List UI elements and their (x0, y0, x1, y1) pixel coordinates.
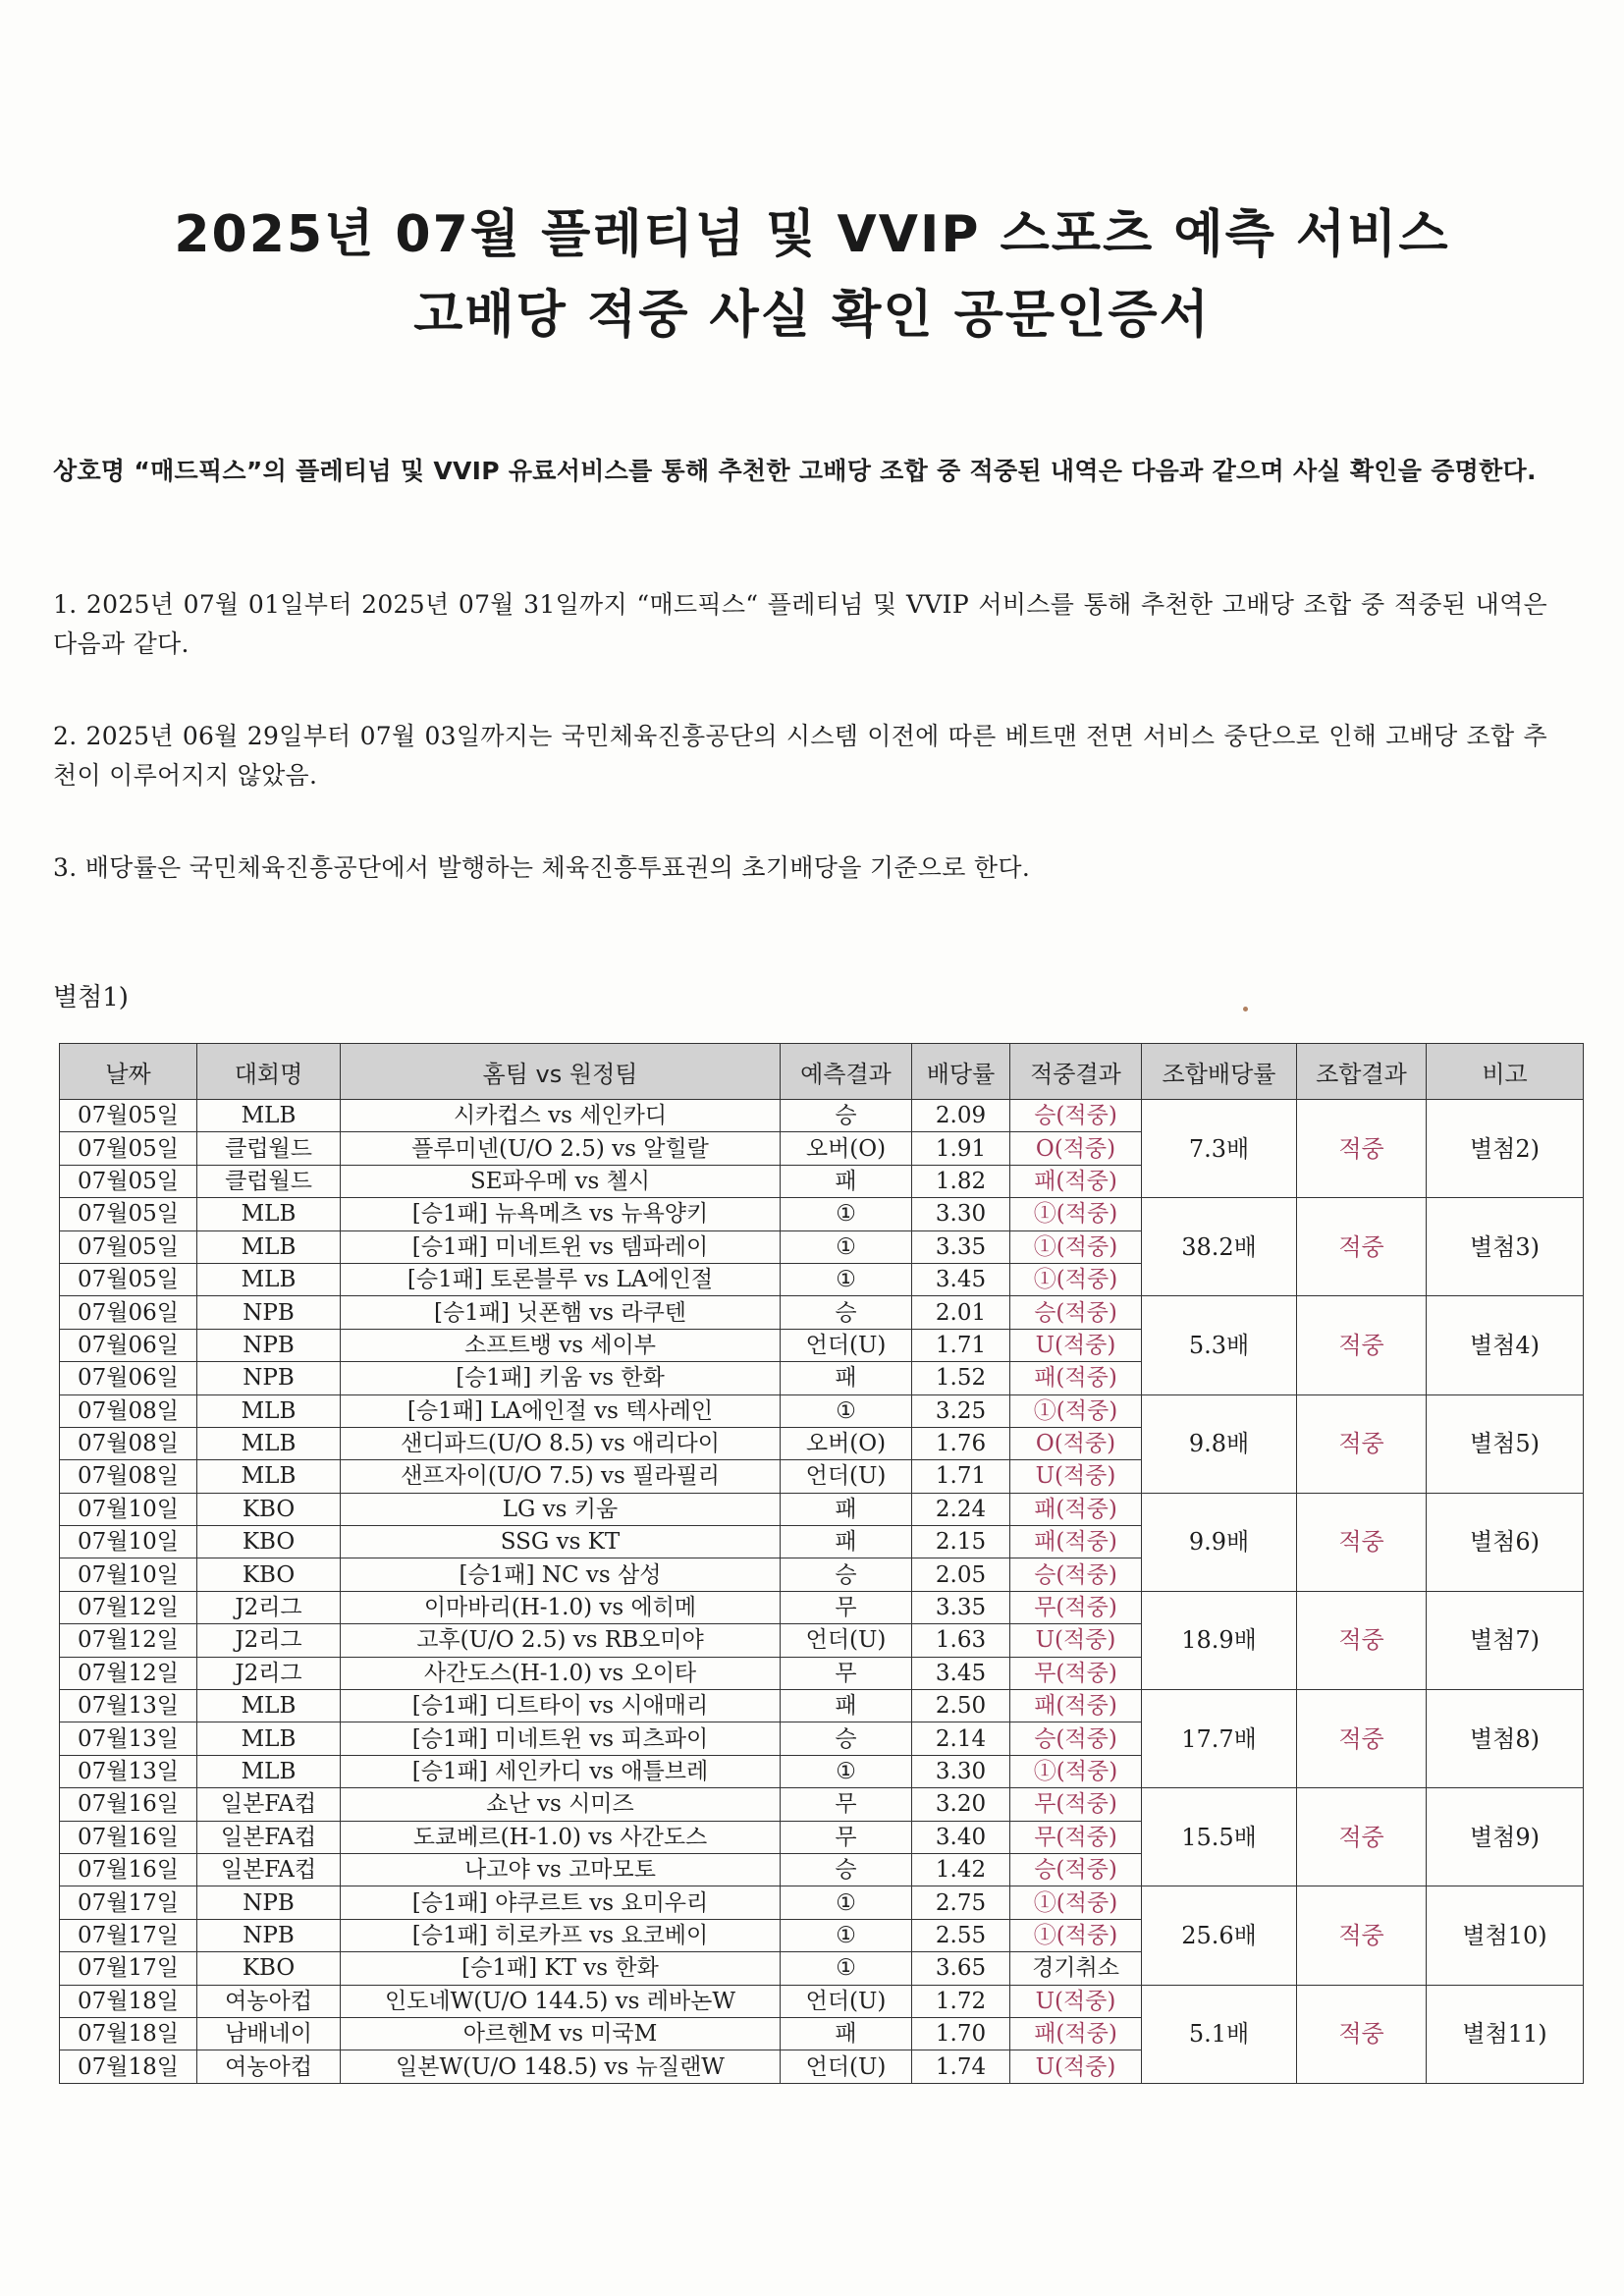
cell-odds: 1.72 (912, 1985, 1010, 2017)
cell-matchup: [승1패] 닛폰햄 vs 라쿠텐 (341, 1296, 781, 1329)
cell-odds: 2.55 (912, 1919, 1010, 1951)
header-prediction: 예측결과 (781, 1044, 912, 1100)
cell-date: 07월16일 (60, 1821, 197, 1853)
table-row (60, 1886, 1584, 1919)
table-row (60, 1198, 1584, 1230)
cell-league: 클럽월드 (197, 1165, 341, 1197)
cell-outcome: ①(적중) (1010, 1755, 1142, 1787)
cell-date: 07월05일 (60, 1165, 197, 1197)
cell-prediction: 패 (781, 2017, 912, 2050)
header-outcome: 적중결과 (1010, 1044, 1142, 1100)
cell-league: NPB (197, 1329, 341, 1361)
cell-league: 여농아컵 (197, 1985, 341, 2017)
cell-outcome: O(적중) (1010, 1132, 1142, 1165)
cell-odds: 1.91 (912, 1132, 1010, 1165)
cell-league: KBO (197, 1558, 341, 1591)
cell-prediction: 무 (781, 1788, 912, 1821)
header-odds: 배당률 (912, 1044, 1010, 1100)
cell-combo-odds: 9.8배 (1142, 1394, 1297, 1493)
cell-outcome: ①(적중) (1010, 1886, 1142, 1919)
cell-odds: 1.63 (912, 1624, 1010, 1657)
cell-outcome: U(적중) (1010, 1460, 1142, 1493)
cell-combo-result: 적중 (1297, 1886, 1427, 1985)
cell-prediction: 무 (781, 1591, 912, 1623)
cell-date: 07월16일 (60, 1853, 197, 1886)
cell-outcome: 승(적중) (1010, 1100, 1142, 1132)
cell-note: 별첨2) (1427, 1100, 1584, 1198)
cell-league: NPB (197, 1296, 341, 1329)
cell-league: 일본FA컵 (197, 1853, 341, 1886)
cell-league: 일본FA컵 (197, 1821, 341, 1853)
cell-matchup: [승1패] 키움 vs 한화 (341, 1362, 781, 1394)
cell-matchup: 샌디파드(U/O 8.5) vs 애리다이 (341, 1427, 781, 1459)
cell-league: MLB (197, 1230, 341, 1263)
cell-date: 07월18일 (60, 1985, 197, 2017)
cell-outcome: 패(적중) (1010, 1526, 1142, 1558)
cell-combo-odds: 7.3배 (1142, 1100, 1297, 1198)
results-table (59, 1043, 1584, 2084)
cell-combo-odds: 5.1배 (1142, 1985, 1297, 2083)
cell-prediction: 패 (781, 1362, 912, 1394)
cell-prediction: ① (781, 1919, 912, 1951)
cell-date: 07월05일 (60, 1132, 197, 1165)
header-combo-odds: 조합배당률 (1142, 1044, 1297, 1100)
cell-date: 07월08일 (60, 1427, 197, 1459)
cell-matchup: [승1패] 미네트윈 vs 피츠파이 (341, 1722, 781, 1755)
cell-date: 07월17일 (60, 1919, 197, 1951)
cell-prediction: 언더(U) (781, 1460, 912, 1493)
cell-matchup: 샌프자이(U/O 7.5) vs 필라필리 (341, 1460, 781, 1493)
cell-outcome: ①(적중) (1010, 1919, 1142, 1951)
cell-prediction: 언더(U) (781, 1624, 912, 1657)
cell-date: 07월08일 (60, 1394, 197, 1427)
cell-outcome: 무(적중) (1010, 1591, 1142, 1623)
cell-matchup: SE파우메 vs 첼시 (341, 1165, 781, 1197)
cell-date: 07월08일 (60, 1460, 197, 1493)
cell-matchup: 쇼난 vs 시미즈 (341, 1788, 781, 1821)
cell-outcome: 무(적중) (1010, 1821, 1142, 1853)
cell-matchup: 시카컵스 vs 세인카디 (341, 1100, 781, 1132)
cell-outcome: 무(적중) (1010, 1788, 1142, 1821)
document-title-line-2: 고배당 적중 사실 확인 공문인증서 (413, 286, 1211, 345)
cell-combo-result: 적중 (1297, 1591, 1427, 1689)
cell-note: 별첨5) (1427, 1394, 1584, 1493)
cell-odds: 3.45 (912, 1657, 1010, 1689)
cell-date: 07월13일 (60, 1690, 197, 1722)
cell-prediction: 무 (781, 1657, 912, 1689)
cell-odds: 3.65 (912, 1952, 1010, 1985)
cell-date: 07월06일 (60, 1362, 197, 1394)
cell-prediction: 패 (781, 1165, 912, 1197)
cell-outcome: O(적중) (1010, 1427, 1142, 1459)
cell-date: 07월12일 (60, 1591, 197, 1623)
cell-league: MLB (197, 1198, 341, 1230)
cell-prediction: 언더(U) (781, 1329, 912, 1361)
cell-matchup: 사간도스(H-1.0) vs 오이타 (341, 1657, 781, 1689)
cell-combo-result: 적중 (1297, 1394, 1427, 1493)
cell-outcome: 패(적중) (1010, 1165, 1142, 1197)
cell-league: MLB (197, 1100, 341, 1132)
table-row (60, 1690, 1584, 1722)
cell-odds: 2.05 (912, 1558, 1010, 1591)
cell-prediction: 패 (781, 1526, 912, 1558)
cell-outcome: 패(적중) (1010, 1493, 1142, 1525)
cell-odds: 1.76 (912, 1427, 1010, 1459)
cell-prediction: 승 (781, 1722, 912, 1755)
cell-odds: 1.70 (912, 2017, 1010, 2050)
cell-prediction: 패 (781, 1493, 912, 1525)
cell-note: 별첨9) (1427, 1788, 1584, 1886)
cell-combo-odds: 15.5배 (1142, 1788, 1297, 1886)
cell-combo-result: 적중 (1297, 1788, 1427, 1886)
cell-league: 여농아컵 (197, 2050, 341, 2083)
cell-outcome: 경기취소 (1010, 1952, 1142, 1985)
cell-matchup: [승1패] 미네트윈 vs 템파레이 (341, 1230, 781, 1263)
cell-league: NPB (197, 1886, 341, 1919)
cell-date: 07월12일 (60, 1624, 197, 1657)
cell-matchup: [승1패] 야쿠르트 vs 요미우리 (341, 1886, 781, 1919)
cell-prediction: 언더(U) (781, 2050, 912, 2083)
cell-prediction: 승 (781, 1558, 912, 1591)
cell-combo-odds: 38.2배 (1142, 1198, 1297, 1296)
cell-date: 07월10일 (60, 1526, 197, 1558)
cell-league: MLB (197, 1263, 341, 1295)
cell-odds: 1.82 (912, 1165, 1010, 1197)
cell-odds: 1.71 (912, 1329, 1010, 1361)
cell-date: 07월05일 (60, 1198, 197, 1230)
cell-odds: 2.14 (912, 1722, 1010, 1755)
cell-odds: 3.35 (912, 1230, 1010, 1263)
cell-note: 별첨7) (1427, 1591, 1584, 1689)
cell-matchup: [승1패] 세인카디 vs 애틀브레 (341, 1755, 781, 1787)
cell-date: 07월10일 (60, 1493, 197, 1525)
cell-odds: 1.71 (912, 1460, 1010, 1493)
cell-matchup: 나고야 vs 고마모토 (341, 1853, 781, 1886)
cell-outcome: ①(적중) (1010, 1263, 1142, 1295)
table-row (60, 1493, 1584, 1525)
cell-prediction: 승 (781, 1100, 912, 1132)
cell-outcome: ①(적중) (1010, 1230, 1142, 1263)
cell-date: 07월13일 (60, 1755, 197, 1787)
cell-odds: 3.30 (912, 1755, 1010, 1787)
cell-combo-odds: 18.9배 (1142, 1591, 1297, 1689)
cell-date: 07월13일 (60, 1722, 197, 1755)
cell-league: MLB (197, 1755, 341, 1787)
cell-odds: 3.40 (912, 1821, 1010, 1853)
cell-league: KBO (197, 1526, 341, 1558)
cell-odds: 3.35 (912, 1591, 1010, 1623)
cell-matchup: [승1패] KT vs 한화 (341, 1952, 781, 1985)
table-header-row (60, 1044, 1584, 1100)
cell-league: KBO (197, 1493, 341, 1525)
cell-odds: 3.25 (912, 1394, 1010, 1427)
cell-date: 07월18일 (60, 2050, 197, 2083)
table-row (60, 1394, 1584, 1427)
cell-date: 07월16일 (60, 1788, 197, 1821)
cell-combo-result: 적중 (1297, 1493, 1427, 1591)
table-row (60, 1985, 1584, 2017)
cell-prediction: ① (781, 1230, 912, 1263)
cell-date: 07월12일 (60, 1657, 197, 1689)
cell-note: 별첨3) (1427, 1198, 1584, 1296)
cell-matchup: LG vs 키움 (341, 1493, 781, 1525)
cell-odds: 2.50 (912, 1690, 1010, 1722)
cell-league: 일본FA컵 (197, 1788, 341, 1821)
cell-date: 07월05일 (60, 1230, 197, 1263)
cell-matchup: 소프트뱅 vs 세이부 (341, 1329, 781, 1361)
cell-date: 07월17일 (60, 1886, 197, 1919)
cell-league: MLB (197, 1427, 341, 1459)
header-combo-result: 조합결과 (1297, 1044, 1427, 1100)
cell-odds: 2.09 (912, 1100, 1010, 1132)
cell-odds: 2.75 (912, 1886, 1010, 1919)
cell-odds: 1.52 (912, 1362, 1010, 1394)
cell-date: 07월10일 (60, 1558, 197, 1591)
cell-outcome: U(적중) (1010, 1985, 1142, 2017)
header-matchup: 홈팀 vs 원정팀 (341, 1044, 781, 1100)
cell-league: 클럽월드 (197, 1132, 341, 1165)
cell-matchup: 도쿄베르(H-1.0) vs 사간도스 (341, 1821, 781, 1853)
cell-prediction: 승 (781, 1296, 912, 1329)
cell-combo-result: 적중 (1297, 1690, 1427, 1788)
cell-prediction: 언더(U) (781, 1985, 912, 2017)
cell-outcome: 승(적중) (1010, 1722, 1142, 1755)
cell-outcome: 승(적중) (1010, 1296, 1142, 1329)
cell-note: 별첨11) (1427, 1985, 1584, 2083)
table-row (60, 1100, 1584, 1132)
cell-league: J2리그 (197, 1591, 341, 1623)
cell-matchup: SSG vs KT (341, 1526, 781, 1558)
cell-outcome: 승(적중) (1010, 1558, 1142, 1591)
table-body (60, 1100, 1584, 2084)
cell-odds: 2.15 (912, 1526, 1010, 1558)
cell-combo-odds: 5.3배 (1142, 1296, 1297, 1394)
cell-odds: 2.24 (912, 1493, 1010, 1525)
cell-league: J2리그 (197, 1624, 341, 1657)
cell-note: 별첨6) (1427, 1493, 1584, 1591)
cell-league: MLB (197, 1394, 341, 1427)
table-row (60, 1296, 1584, 1329)
cell-note: 별첨4) (1427, 1296, 1584, 1394)
cell-note: 별첨8) (1427, 1690, 1584, 1788)
cell-date: 07월06일 (60, 1329, 197, 1361)
cell-league: MLB (197, 1690, 341, 1722)
cell-combo-result: 적중 (1297, 1985, 1427, 2083)
cell-prediction: ① (781, 1886, 912, 1919)
table-row (60, 1591, 1584, 1623)
cell-date: 07월05일 (60, 1100, 197, 1132)
cell-league: MLB (197, 1722, 341, 1755)
cell-matchup: [승1패] LA에인절 vs 텍사레인 (341, 1394, 781, 1427)
annex-label: 별첨1) (53, 983, 129, 1012)
cell-prediction: 오버(O) (781, 1427, 912, 1459)
cell-combo-odds: 9.9배 (1142, 1493, 1297, 1591)
cell-outcome: 패(적중) (1010, 1362, 1142, 1394)
table-row (60, 1788, 1584, 1821)
cell-outcome: U(적중) (1010, 1624, 1142, 1657)
cell-prediction: ① (781, 1952, 912, 1985)
cell-matchup: 아르헨M vs 미국M (341, 2017, 781, 2050)
document-title-line-1: 2025년 07월 플레티넘 및 VVIP 스포츠 예측 서비스 (174, 205, 1450, 264)
cell-matchup: [승1패] NC vs 삼성 (341, 1558, 781, 1591)
cell-league: NPB (197, 1919, 341, 1951)
cell-outcome: ①(적중) (1010, 1198, 1142, 1230)
cell-odds: 3.20 (912, 1788, 1010, 1821)
cell-league: 남배네이 (197, 2017, 341, 2050)
cell-prediction: 오버(O) (781, 1132, 912, 1165)
cell-odds: 3.45 (912, 1263, 1010, 1295)
cell-matchup: 일본W(U/O 148.5) vs 뉴질랜W (341, 2050, 781, 2083)
cell-prediction: ① (781, 1394, 912, 1427)
cell-league: NPB (197, 1362, 341, 1394)
cell-league: MLB (197, 1460, 341, 1493)
cell-league: J2리그 (197, 1657, 341, 1689)
cell-matchup: 고후(U/O 2.5) vs RB오미야 (341, 1624, 781, 1657)
cell-combo-result: 적중 (1297, 1100, 1427, 1198)
clause-1: 1. 2025년 07월 01일부터 2025년 07월 31일까지 “매드픽스“ 플레티넘 및 VVIP 서비스를 통해 추천한 고배당 조합 중 적중된 내역은 다음과 같다. (53, 590, 1547, 658)
cell-date: 07월05일 (60, 1263, 197, 1295)
cell-date: 07월06일 (60, 1296, 197, 1329)
cell-matchup: [승1패] 토론블루 vs LA에인절 (341, 1263, 781, 1295)
cell-matchup: [승1패] 디트타이 vs 시애매리 (341, 1690, 781, 1722)
cell-prediction: 패 (781, 1690, 912, 1722)
clause-2: 2. 2025년 06월 29일부터 07월 03일까지는 국민체육진흥공단의 시스템 이전에 따른 베트맨 전면 서비스 중단으로 인해 고배당 조합 추천이 이루어지지 않았음. (53, 722, 1547, 790)
cell-prediction: 무 (781, 1821, 912, 1853)
cell-outcome: ①(적중) (1010, 1394, 1142, 1427)
cell-date: 07월18일 (60, 2017, 197, 2050)
cell-outcome: 승(적중) (1010, 1853, 1142, 1886)
cell-outcome: U(적중) (1010, 2050, 1142, 2083)
cell-matchup: 이마바리(H-1.0) vs 에히메 (341, 1591, 781, 1623)
cell-league: KBO (197, 1952, 341, 1985)
header-league: 대회명 (197, 1044, 341, 1100)
cell-matchup: 플루미넨(U/O 2.5) vs 알힐랄 (341, 1132, 781, 1165)
header-date: 날짜 (60, 1044, 197, 1100)
cell-prediction: ① (781, 1755, 912, 1787)
cell-matchup: [승1패] 히로카프 vs 요코베이 (341, 1919, 781, 1951)
scan-speck (1243, 1007, 1248, 1011)
cell-outcome: U(적중) (1010, 1329, 1142, 1361)
cell-matchup: [승1패] 뉴욕메츠 vs 뉴욕양키 (341, 1198, 781, 1230)
cell-combo-result: 적중 (1297, 1296, 1427, 1394)
intro-statement: 상호명 “매드픽스”의 플레티넘 및 VVIP 유료서비스를 통해 추천한 고배당 조합 중 적중된 내역은 다음과 같으며 사실 확인을 증명한다. (53, 457, 1537, 485)
cell-date: 07월17일 (60, 1952, 197, 1985)
cell-outcome: 패(적중) (1010, 1690, 1142, 1722)
cell-odds: 1.42 (912, 1853, 1010, 1886)
cell-note: 별첨10) (1427, 1886, 1584, 1985)
cell-odds: 3.30 (912, 1198, 1010, 1230)
cell-prediction: 승 (781, 1853, 912, 1886)
cell-combo-odds: 25.6배 (1142, 1886, 1297, 1985)
cell-prediction: ① (781, 1263, 912, 1295)
cell-matchup: 인도네W(U/O 144.5) vs 레바논W (341, 1985, 781, 2017)
cell-outcome: 무(적중) (1010, 1657, 1142, 1689)
cell-combo-result: 적중 (1297, 1198, 1427, 1296)
cell-prediction: ① (781, 1198, 912, 1230)
cell-odds: 1.74 (912, 2050, 1010, 2083)
cell-odds: 2.01 (912, 1296, 1010, 1329)
cell-combo-odds: 17.7배 (1142, 1690, 1297, 1788)
header-note: 비고 (1427, 1044, 1584, 1100)
cell-outcome: 패(적중) (1010, 2017, 1142, 2050)
clause-3: 3. 배당률은 국민체육진흥공단에서 발행하는 체육진흥투표권의 초기배당을 기준으로 한다. (53, 853, 1031, 882)
